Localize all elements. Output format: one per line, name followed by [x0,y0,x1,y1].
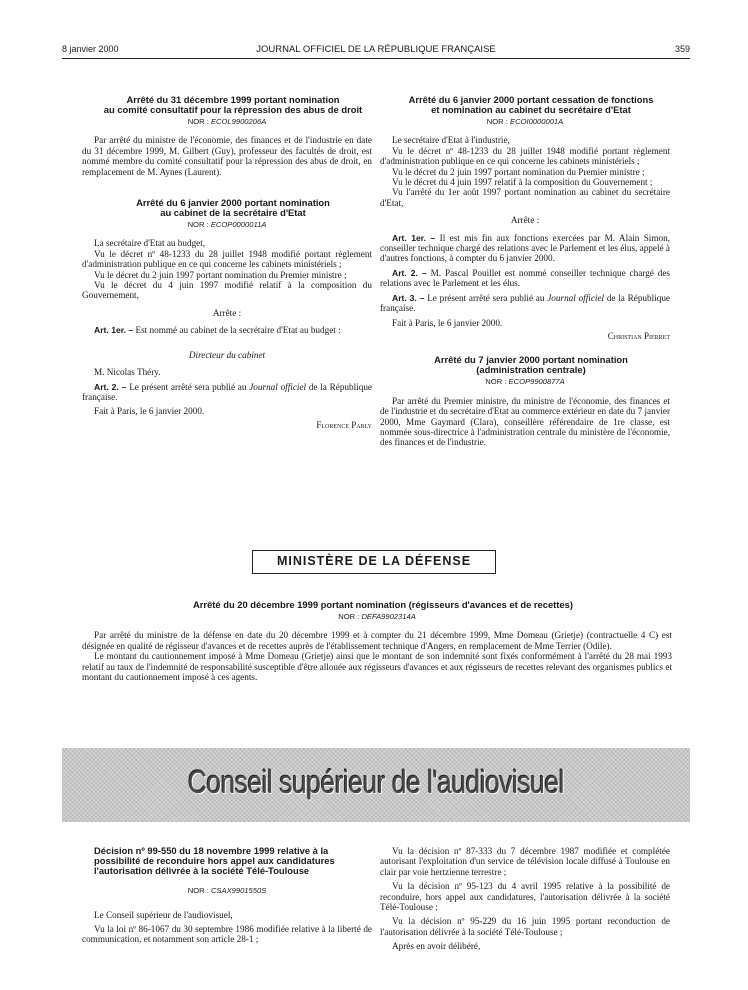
arrete-3-fait: Fait à Paris, le 6 janvier 2000. [392,317,503,328]
arrete-2-signature: Florence Parly [316,419,372,430]
header-rule [62,58,690,59]
arrete-2-art1: Art. 1er. – Est nommé au cabinet de la secrétaire d'Etat au budget : [94,325,341,336]
header-page-number: 359 [674,44,690,54]
arrete-2-role: Directeur du cabinet [188,349,266,360]
decision-title-line3: l'autorisation délivrée à la société Télé-Toulouse [94,865,310,876]
defense-arrete-title: Arrêté du 20 décembre 1999 portant nomination (régisseurs d'avances et de recettes) [193,599,573,610]
left-column-top [82,95,372,430]
arrete-3-p4: Vu le décret du 4 juin 1997 relatif à la composition du Gouvernement ; [392,177,653,188]
csa-banner-title: Conseil supérieur de l'audiovisuel [187,764,565,800]
arrete-1-body: Par arrêté du ministre de l'économie, des finances et de l'industrie en date du 31 décembre 1999, M. Gilbert (Guy), professeur des facultés de droit, est nommé membre du comité consultatif pour la répression des abus de droit, en remplacement de M. Aynes (Laurent). [82,135,372,177]
arrete-4-title-line2: (administration centrale) [476,364,586,376]
arrete-1-nor: NOR : ECOL9900206A [187,117,267,126]
arrete-3-art1: Art. 1er. – Il est mis fin aux fonctions exercées par M. Alain Simon, conseiller technique chargé des relations avec le Parlement et les élus, appelé à d'autres fonctions, à compter du 6 janvier 2000. [380,232,670,264]
decision-p2: Vu la loi nº 86-1067 du 30 septembre 1986 modifiée relative à la liberté de communication, et notamment son article 28-1 ; [82,923,372,945]
arrete-4-body: Par arrêté du Premier ministre, du ministre de l'économie, des finances et de l'industrie et du secrétaire d'Etat au commerce extérieur en date du 7 janvier 2000, Mme Gaymard (Clara), conseillère référendaire de 1re classe, est nommée sous-directrice à l'administration centrale du ministère de l'économie, des finances et de l'industrie. [380,395,670,448]
decision-deliberation: Après en avoir délibéré, [392,941,481,952]
arrete-2-title-line1: Arrêté du 6 janvier 2000 portant nomination [136,197,330,209]
arrete-2-person: M. Nicolas Théry. [94,367,161,378]
arrete-4-title-line1: Arrêté du 7 janvier 2000 portant nomination [434,354,628,366]
arrete-2-art2: Art. 2. – Le présent arrêté sera publié au Journal officiel de la République française. [82,381,372,402]
arrete-3-art3: Art. 3. – Le présent arrêté sera publié au Journal officiel de la République française. [380,292,670,314]
left-column-bottom [82,846,372,945]
arrete-2-fait: Fait à Paris, le 6 janvier 2000. [94,406,205,417]
arrete-3-art2: Art. 2. – M. Pascal Pouillet est nommé conseiller technique chargé des relations avec le Parlement et les élus. [380,267,670,289]
arrete-3-title-line1: Arrêté du 6 janvier 2000 portant cessation de fonctions [408,94,654,105]
arrete-2-arrete: Arrête : [212,307,242,318]
arrete-1-title-line2: au comité consultatif pour la répression des abus de droit [103,104,363,115]
csa-section-banner [62,748,690,822]
decision-vu-95-229: Vu la décision nº 95-229 du 16 juin 1995 portant reconduction de l'autorisation délivrée à la société Télé-Toulouse ; [380,916,670,937]
defense-arrete-p2: Le montant du cautionnement imposé à Mme Domeau (Grietje) ainsi que le montant de son indemnité sont fixés conformément à l'arrêté du 28 mai 1993 relatif au taux de l'indemnité de responsabilité susceptible d'être allouée aux régisseurs d'avances et aux régisseurs de recettes relevant des organismes publics et montant du cautionnement imposé à ces agents. [82,651,672,683]
decision-vu-87-333: Vu la décision nº 87-333 du 7 décembre 1987 modifiée et complétée autorisant l'exploitation d'un service de télévision locale diffusé à Toulouse en clair par voie hertzienne terrestre ; [380,846,670,877]
arrete-1-title-line1: Arrêté du 31 décembre 1999 portant nomination [126,94,340,105]
defense-section [82,600,672,682]
right-column-top [380,95,670,448]
arrete-3-title-line2: et nomination au cabinet du secrétaire d'Etat [431,104,631,115]
arrete-3-p2: Vu le décret nº 48-1233 du 28 juillet 1948 modifié portant règlement d'administration publique en ce qui concerne les cabinets ministériels ; [380,145,670,167]
arrete-2-p1: La secrétaire d'Etat au budget, [94,238,206,249]
arrete-2-title-line2: au cabinet de la secrétaire d'Etat [160,207,306,219]
arrete-3-p3: Vu le décret du 2 juin 1997 portant nomination du Premier ministre ; [392,166,645,177]
arrete-3-p5: Vu l'arrêté du 1er août 1997 portant nomination au cabinet du secrétaire d'Etat, [380,187,670,208]
arrete-3-arrete: Arrête : [510,215,540,226]
defense-arrete-p1: Par arrêté du ministre de la défense en date du 20 décembre 1999 et à compter du 21 décembre 1999, Mme Domeau (Grietje) (contractuelle 4 C) est désignée en qualité de régisseur d'avances et de recettes auprès de l'établissement technique d'Angers, en remplacement de Mme Terrier (Odile). [82,630,672,651]
header-journal-title: JOURNAL OFFICIEL DE LA RÉPUBLIQUE FRANÇAISE [256,44,496,55]
arrete-4-nor: NOR : ECOP9900877A [485,377,565,387]
header-date: 8 janvier 2000 [62,44,119,54]
decision-vu-95-123: Vu la décision nº 95-123 du 4 avril 1995 relative à la possibilité de reconduire, hors appel aux candidatures, l'autorisation délivrée à la société Télé-Toulouse ; [380,881,670,913]
decision-p1: Le Conseil supérieur de l'audiovisuel, [94,910,233,921]
defense-arrete-nor: NOR : DEFA9902314A [338,612,416,621]
decision-title-line2: possibilité de reconduire hors appel aux candidatures [94,855,335,866]
arrete-3-nor: NOR : ECOI0000001A [486,117,564,126]
arrete-2-p4: Vu le décret du 4 juin 1997 modifié relatif à la composition du Gouvernement, [82,280,372,301]
arrete-2-p2: Vu le décret nº 48-1233 du 28 juillet 1948 modifié portant règlement d'administration publique en ce qui concerne les cabinets ministériels ; [82,248,372,270]
arrete-3-signature: Christian Pierret [607,330,670,341]
decision-title-line1: Décision nº 99-550 du 18 novembre 1999 relative à la [94,845,329,856]
arrete-2-nor: NOR : ECOP0000011A [187,220,267,230]
page-header [62,44,690,58]
arrete-3-p1: Le secrétaire d'Etat à l'industrie, [392,135,510,146]
right-column-bottom [380,846,670,952]
decision-nor: NOR : CSAX9901550S [187,886,267,895]
section-heading-ministere-defense: MINISTÈRE DE LA DÉFENSE [252,550,496,574]
arrete-2-p3: Vu le décret du 2 juin 1997 portant nomination du Premier ministre ; [94,269,347,280]
